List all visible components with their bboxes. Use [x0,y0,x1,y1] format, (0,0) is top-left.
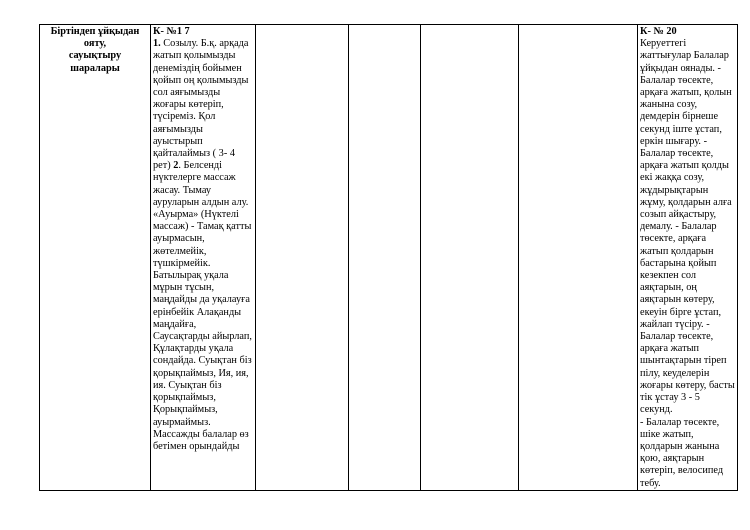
table-row [40,25,738,491]
step-number: 2 [173,160,179,172]
routine-table [39,24,738,491]
row-header-cell [40,25,151,491]
step-number: 1. [153,38,161,50]
day-cell-3 [349,25,421,491]
card-body-text: Керуеттегі жаттығулар Балалар ұйқыдан оянады. - Балалар төсекте, арқаға жатып, қолын жанына созу, демдерін бірнеше секунд іште ұстап, еркін шығару. - Балалар төсекте, арқаға жатып қолды екі жаққа созу, жұдырықтарын жұму, қолдарын алға созып айқастыру, демалу. - Балалар төсекте, арқаға жатып қолдарын бастарына қойып кезекпен сол аяқтарын, оң аяқтарын көтеру, екеуін бірге ұстап, жайлап түсіру. - Балалар төсекте, арқаға жатып шынтақтарын тіреп пілу, кеуделерін жоғары көтеру, басты тік ұстау 3 - 5 секунд. [640,38,735,416]
step-text: . Белсендi нүктелерге массаж жасау. Тымау ауруларын алдын алу. «Ауырма» (Нүктелі массаж) - Тамақ қатты ауырмасын, жөтелмейік, түшкірмейік. Батылырақ уқала мұрын тұсын, маңдайды да уқалауға ерінбейік Алақанды маңдайға, Саусақтарды айырлап, Құлақтарды уқала сондайда. Суықтан біз қорықпаймыз, Ия, ия, ия. Суықтан біз қорықпаймыз, Қорықпаймыз, ауырмаймыз. Массажды балалар өз бетімен орындайды [153,160,252,452]
card-number-title: К- №1 7 [153,26,190,37]
day-cell-1 [151,25,256,491]
row-header-line: сауықтыру [68,50,122,62]
row-header-line: Біртіндеп ұйқыдан [50,26,140,37]
day-cell-6 [638,25,738,491]
card-number-title: К- № 20 [640,26,677,37]
day-cell-5 [519,25,638,491]
row-header-line: шаралары [70,62,120,74]
card-body-text-tail: - Балалар төсекте, шіке жатып, қолдарын жанына қою, аяқтарын көтеріп, велосипед тебу. [640,416,724,489]
row-header-line: ояту, [83,38,107,50]
card-body-text [153,38,253,453]
day-cell-4 [421,25,519,491]
step-text: Созылу. Б.қ. арқада жатып қолымызды денемiздiң бойымен қойып оң қолымызды сол аяғымызды жоғары көтерiп, түсiремiз. Қол аяғымызды ауыстырып қайталаймыз ( 3- 4 рет) [153,38,249,172]
day-cell-2 [256,25,349,491]
